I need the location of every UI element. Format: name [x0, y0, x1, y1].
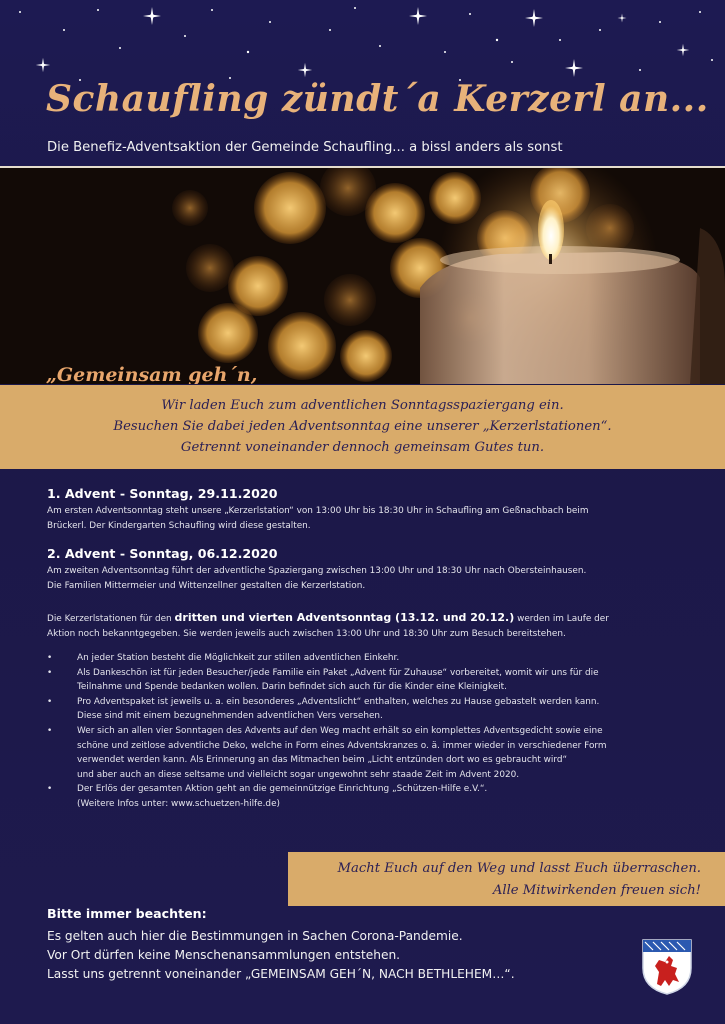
bokeh-candle-illustration — [0, 168, 725, 384]
later-suffix: werden im Laufe der — [517, 614, 609, 624]
closing-line-2: Alle Mitwirkenden freuen sich! — [492, 883, 701, 898]
later-highlight: dritten und vierten Adventsonntag (13.12. und 20.12.) — [174, 611, 515, 624]
intro-line-2: Besuchen Sie dabei jeden Adventsonntag eine unserer „Kerzerlstationen“. — [113, 419, 612, 434]
notice-line-1: Es gelten auch hier die Bestimmungen in Sachen Corona-Pandemie. — [47, 929, 463, 943]
later-stations-line-1 — [47, 610, 687, 627]
intro-line-1: Wir laden Euch zum adventlichen Sonntagsspaziergang ein. — [161, 398, 564, 413]
notice-line-2: Vor Ort dürfen keine Menschenansammlungen entstehen. — [47, 948, 401, 962]
later-prefix: Die Kerzerlstationen für den — [47, 614, 172, 624]
candle-photo — [0, 168, 725, 384]
photo-quote — [46, 362, 291, 384]
later-stations-section — [47, 610, 687, 642]
list-item: • Der Erlös der gesamten Aktion geht an die gemeinnützige Einrichtung „Schützen-Hilfe e.V.“. (Weitere Infos unter: www.schuetzen-hilfe.de) — [47, 782, 687, 811]
star-icon — [565, 59, 583, 77]
star-icon — [618, 14, 627, 23]
advent-1-heading: 1. Advent - Sonntag, 29.11.2020 — [47, 486, 278, 501]
page-subtitle: Die Benefiz-Adventsaktion der Gemeinde Schaufling... a bissl anders als sonst — [47, 140, 563, 155]
list-item: • Pro Adventspaket ist jeweils u. a. ein besonderes „Adventslicht“ enthalten, welches zu Hause gebastelt werden kann. Diese sind mit einem bezugnehmenden adventlichen Vers versehen. — [47, 695, 687, 724]
star-icon — [36, 58, 50, 72]
small-stars — [19, 7, 713, 81]
advent-1-section — [47, 486, 687, 534]
notice-heading: Bitte immer beachten: — [47, 906, 207, 921]
advent-2-section — [47, 546, 687, 594]
info-bullet-list — [47, 651, 687, 812]
advent-2-text-2: Die Familien Mittermeier und Wittenzellner gestalten die Kerzerlstation. — [47, 581, 366, 591]
page-title: Schaufling zündt´a Kerzerl an... — [46, 78, 709, 120]
notice-section — [47, 906, 607, 984]
list-item: • Wer sich an allen vier Sonntagen des Advents auf den Weg macht erhält so ein komplettes Adventsgedicht sowie eine schöne und zeitlose adventliche Deko, welche in Form eines Adventskranzes o. ä. immer wieder in verschiedener Form verwendet werden kann. Als Erinnerung an das Mitmachen beim „Licht entzünden dort wo es gebraucht wird“ und aber auch an diese seltsame und vielleicht sogar ungewohnt sehr staade Zeit im Advent 2020. — [47, 724, 687, 782]
closing-line-1: Macht Euch auf den Weg und lasst Euch überraschen. — [337, 861, 701, 876]
star-icon — [677, 44, 690, 57]
advent-2-heading: 2. Advent - Sonntag, 06.12.2020 — [47, 546, 278, 561]
advent-2-text-1: Am zweiten Adventsonntag führt der adventliche Spaziergang zwischen 13:00 Uhr und 18:30 Uhr nach Obersteinhausen. — [47, 566, 587, 576]
municipal-crest-icon — [641, 938, 693, 996]
quote-line-1: „Gemeinsam geh´n, — [46, 364, 258, 384]
star-icon — [143, 7, 161, 25]
intro-line-3: Getrennt voneinander dennoch gemeinsam Gutes tun. — [180, 440, 545, 455]
star-icon — [409, 7, 427, 25]
list-item: • Als Dankeschön ist für jeden Besucher/jede Familie ein Paket „Advent für Zuhause“ vorbereitet, womit wir uns für die Teilnahme und Spende bedanken wollen. Darin befindet sich auch für die Kinder eine Kleinigkeit. — [47, 666, 687, 695]
closing-band — [288, 852, 725, 906]
main-content — [47, 486, 687, 812]
notice-line-3: Lasst uns getrennt voneinander „GEMEINSAM GEH´N, NACH BETHLEHEM…“. — [47, 967, 515, 981]
later-stations-line-2: Aktion noch bekanntgegeben. Sie werden jeweils auch zwischen 13:00 Uhr und 18:30 Uhr zum Besuch bereitstehen. — [47, 629, 566, 639]
list-item: • An jeder Station besteht die Möglichkeit zur stillen adventlichen Einkehr. — [47, 651, 687, 666]
starry-sky — [0, 0, 725, 90]
intro-band — [0, 385, 725, 469]
star-icon — [525, 9, 543, 27]
advent-1-text-1: Am ersten Adventsonntag steht unsere „Kerzerlstation“ von 13:00 Uhr bis 18:30 Uhr in Schaufling am Geßnachbach beim — [47, 506, 589, 516]
advent-1-text-2: Brückerl. Der Kindergarten Schaufling wird diese gestalten. — [47, 521, 311, 531]
star-icon — [298, 63, 312, 77]
